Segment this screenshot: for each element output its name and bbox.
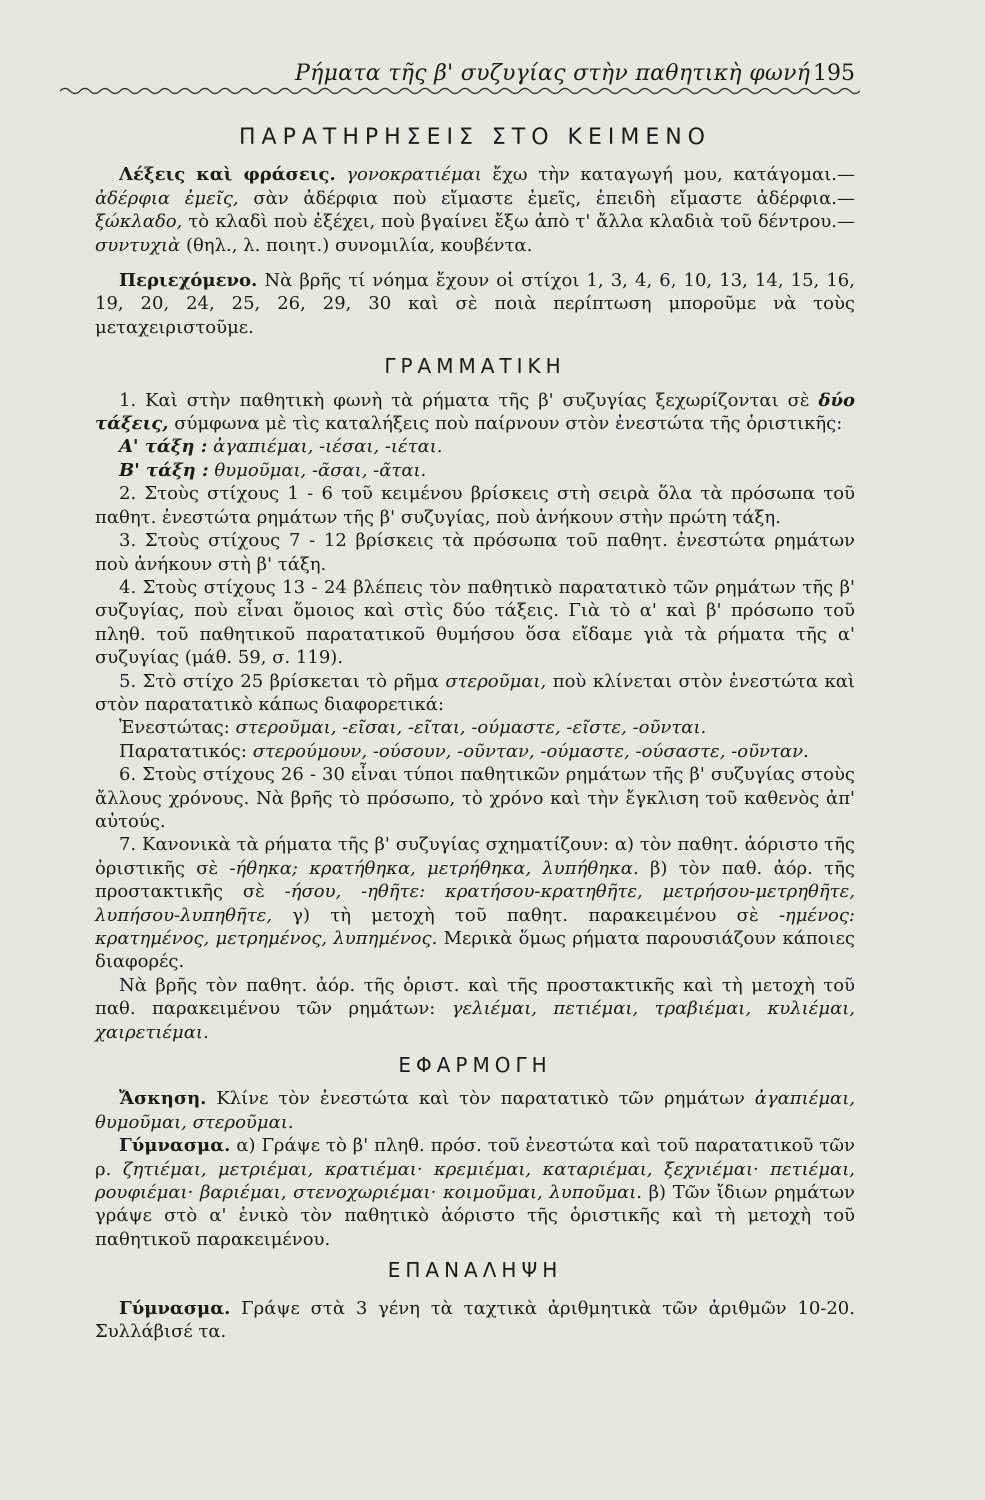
review-heading: ΕΠΑΝΑΛΗΨΗ (387, 1258, 563, 1283)
term: ξώκλαδο, (95, 211, 183, 233)
class-a-label: Α' τάξη : (119, 436, 208, 458)
term: ἀδέρφια ἐμεῖς, (95, 187, 239, 209)
grammar-item-7 (95, 833, 855, 973)
definition: ἔχω τὴν καταγωγή μου, κατάγομαι.— (492, 164, 855, 186)
grammar-item-3: 3. Στοὺς στίχους 7 - 12 βρίσκεις τὰ πρόσωπα τοῦ παθητ. ἐνεστώτα ρημάτων ποὺ ἀνήκουν στὴ β' τάξη. (95, 530, 855, 575)
exercise-paragraph (95, 1087, 855, 1134)
text-run: Κλίνε τὸν ἐνεστώτα καὶ τὸν παρατατικὸ τῶν ρημάτων (216, 1088, 745, 1110)
text-run: Νὰ βρῆς τὸν παθητ. ἀόρ. τῆς ὁριστ. καὶ τῆς προστακτικῆς καὶ τὴ μετοχὴ τοῦ παθ. παρακειμένου τῶν ρημάτων: (95, 974, 855, 1020)
verb-example: -ήθηκα; κρατήθηκα, μετρήθηκα, λυπήθηκα. (229, 857, 639, 879)
emphasis: δύο τάξεις, (95, 389, 855, 435)
grammar-item-6: 6. Στοὺς στίχους 26 - 30 εἶναι τύποι παθητικῶν ρημάτων τῆς β' συζυγίας στοὺς ἄλλους χρόνους. Νὰ βρῆς τὸ πρόσωπο, τὸ χρόνο καὶ τὴν ἔγκλιση τοῦ καθενὸς ἀπ' αὐτούς. (95, 764, 855, 832)
term: γονοκρατιέμαι (346, 164, 482, 186)
imperfect-forms: στερούμουν, -ούσουν, -οῦνταν, -ούμαστε, -ούσαστε, -οῦνταν. (252, 740, 809, 762)
vocabulary-label: Λέξεις καὶ φράσεις. (119, 164, 336, 186)
drill-label: Γύμνασμα. (119, 1135, 231, 1157)
imperfect-label: Παρατατικός: (119, 740, 247, 762)
present-label: Ἐνεστώτας: (119, 717, 230, 739)
exercise-label: Ἄσκηση. (119, 1088, 207, 1110)
verb-list: γελιέμαι, πετιέμαι, τραβιέμαι, κυλιέμαι, χαιρετιέμαι. (95, 998, 855, 1043)
grammar-item-4: 4. Στοὺς στίχους 13 - 24 βλέπεις τὸν παθητικὸ παρατατικὸ τῶν ρημάτων τῆς β' συζυγίας, ποὺ εἶναι ὅμοιος καὶ στὶς δύο τάξεις. Γιὰ τὸ α' καὶ β' πρόσωπο τοῦ πληθ. τοῦ παθητικοῦ παρατατικοῦ θυμήσου ὅσα εἴδαμε γιὰ τὰ ρήματα τῆς α' συζυγίας (μάθ. 59, σ. 119). (95, 576, 855, 669)
chapter-title: Ρήματα τῆς β' συζυγίας στὴν παθητικὴ φωνή (295, 61, 811, 86)
page-number: 195 (813, 61, 855, 86)
decorative-wavy-rule (60, 86, 860, 96)
text-run: Γράψε στὰ 3 γένη τὰ ταχτικὰ ἀριθμητικὰ τῶν ἀριθμῶν 10-20. Συλλάβισέ τα. (95, 1297, 855, 1343)
text-run: ποὺ κλίνεται στὸν ἐνεστώτα καὶ στὸν παρατατικὸ κάπως διαφορετικά: (95, 670, 855, 715)
content-label: Περιεχόμενο. (119, 270, 258, 292)
verb-list: ἀγαπιέμαι, θυμοῦμαι, στεροῦμαι. (95, 1088, 855, 1133)
text-run: σύμφωνα μὲ τὶς καταλήξεις ποὺ παίρνουν στὸν ἐνεστώτα τῆς ὁριστικῆς: (174, 413, 843, 435)
review-paragraph (95, 1297, 855, 1344)
verb-example: -ήσου, -ηθῆτε: κρατήσου-κρατηθῆτε, μετρήσου-μετρηθῆτε, λυπήσου-λυπηθῆτε, (95, 881, 855, 926)
class-a-forms: ἀγαπιέμαι, -ιέσαι, -ιέται. (213, 436, 443, 458)
text-run: β) Τῶν ἴδιων ρημάτων γράψε στὸ α' ἑνικὸ τὸν παθητικὸ ἀόριστο τῆς ὁριστικῆς καὶ τὴ μετοχὴ τοῦ παθητικοῦ παρακειμένου. (95, 1182, 855, 1250)
page-content (95, 120, 855, 1344)
remarks-heading: ΠΑΡΑΤΗΡΗΣΕΙΣ ΣΤΟ ΚΕΙΜΕΝΟ (238, 125, 711, 150)
content-text: Νὰ βρῆς τί νόημα ἔχουν οἱ στίχοι 1, 3, 4, 6, 10, 13, 14, 15, 16, 19, 20, 24, 25, 26, 29, 30 καὶ σὲ ποιὰ περίπτωση μποροῦμε νὰ τοὺς μεταχειριστοῦμε. (95, 270, 855, 338)
text-run: 7. Κανονικὰ τὰ ρήματα τῆς β' συζυγίας σχηματίζουν: α) τὸν παθητ. ἀόριστο τῆς ὁριστικῆς σὲ (95, 834, 855, 879)
text-run: β) τὸν παθ. ἀόρ. τῆς προστακτικῆς σὲ (95, 857, 855, 903)
text-run: γ) τὴ μετοχὴ τοῦ παθητ. παρακειμένου σὲ (292, 904, 759, 926)
review-drill-label: Γύμνασμα. (119, 1297, 231, 1319)
text-run: 5. Στὸ στίχο 25 βρίσκεται τὸ ρῆμα (119, 670, 439, 692)
grammar-item-1 (95, 389, 855, 436)
drill-paragraph (95, 1134, 855, 1251)
application-heading: ΕΦΑΡΜΟΓΗ (398, 1053, 552, 1078)
class-b-forms: θυμοῦμαι, -ᾶσαι, -ᾶται. (214, 459, 427, 481)
definition: (θηλ., λ. ποιητ.) συνομιλία, κουβέντα. (185, 234, 533, 256)
definition: σὰν ἀδέρφια ποὺ εἴμαστε ἐμεῖς, ἐπειδὴ εἴμαστε ἀδέρφια.— (253, 187, 855, 209)
content-paragraph (95, 269, 855, 339)
text-run: α) Γράψε τὸ β' πληθ. πρόσ. τοῦ ἐνεστώτα καὶ τοῦ παρατατικοῦ τῶν ρ. (95, 1135, 855, 1180)
grammar-heading: ΓΡΑΜΜΑΤΙΚΗ (384, 354, 566, 379)
grammar-item-5 (95, 670, 855, 717)
class-b-label: Β' τάξη : (119, 459, 209, 481)
vocabulary-paragraph (95, 163, 855, 257)
verb-example: στεροῦμαι, (445, 670, 547, 692)
present-forms: στεροῦμαι, -εῖσαι, -εῖται, -ούμαστε, -εῖστε, -οῦνται. (235, 717, 707, 739)
definition: τὸ κλαδὶ ποὺ ἐξέχει, ποὺ βγαίνει ἔξω ἀπὸ τ' ἄλλα κλαδιὰ τοῦ δέντρου.— (188, 211, 855, 233)
present-tense-line (95, 716, 855, 739)
text-run: Μερικὰ ὅμως ρήματα παρουσιάζουν κάποιες διαφορές. (95, 928, 855, 973)
verb-list: ζητιέμαι, μετριέμαι, κρατιέμαι· κρεμιέμαι, καταριέμαι, ξεχνιέμαι· πετιέμαι, ρουφιέμαι· βαριέμαι, στενοχωριέμαι· κοιμοῦμαι, λυποῦμαι. (95, 1158, 855, 1204)
class-a-line (95, 435, 855, 458)
grammar-item-2: 2. Στοὺς στίχους 1 - 6 τοῦ κειμένου βρίσκεις στὴ σειρὰ ὅλα τὰ πρόσωπα τοῦ παθητ. ἐνεστώτα ρημάτων τῆς β' συζυγίας, ποὺ ἀνήκουν στὴν πρώτη τάξη. (95, 483, 855, 528)
verb-example: -ημένος: κρατημένος, μετρημένος, λυπημένος. (95, 904, 855, 949)
running-header (95, 55, 855, 89)
class-b-line (95, 459, 855, 482)
term: συντυχιὰ (95, 234, 181, 256)
text-run: 1. Καὶ στὴν παθητικὴ φωνὴ τὰ ρήματα τῆς β' συζυγίας ξεχωρίζονται σὲ (119, 389, 810, 411)
grammar-item-8 (95, 974, 855, 1044)
imperfect-tense-line (95, 740, 855, 763)
